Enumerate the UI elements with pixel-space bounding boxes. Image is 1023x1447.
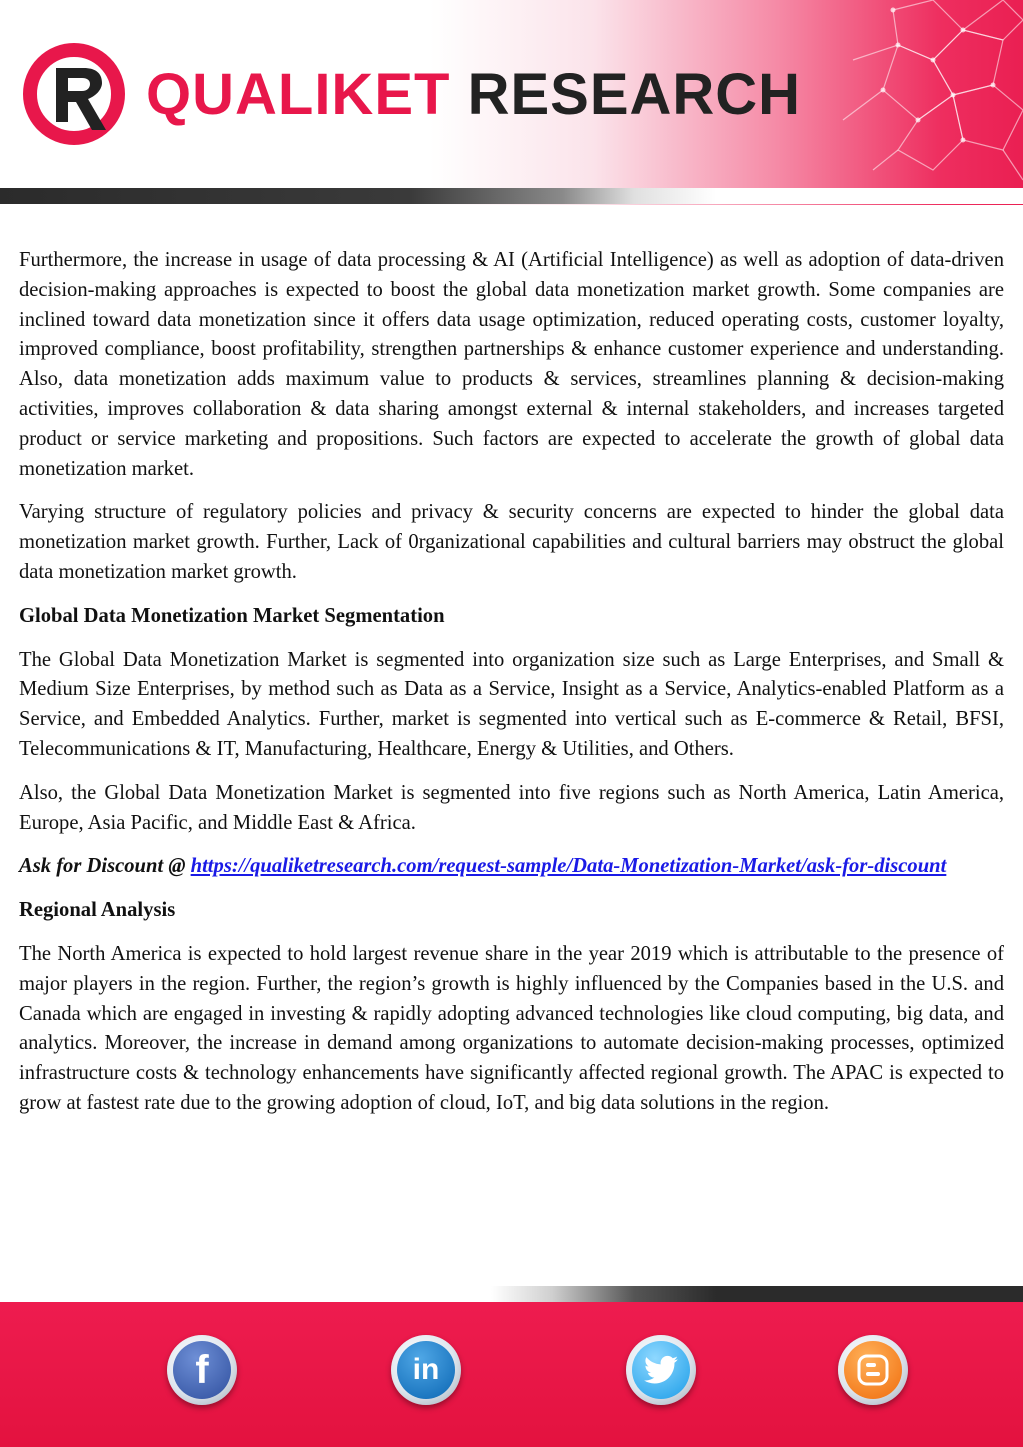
section-heading-segmentation: Global Data Monetization Market Segmentation (19, 604, 445, 627)
paragraph: Varying structure of regulatory policies and privacy & security concerns are expected to hinder the global data monetization market growth. Further, Lack of 0rganizational capabilities and cultural barriers may obstruct the global data monetization market growth. (19, 501, 1004, 583)
twitter-icon (632, 1341, 690, 1399)
paragraph: Also, the Global Data Monetization Market is segmented into five regions such as North America, Latin America, Europe, Asia Pacific, and Middle East & Africa. (19, 781, 1004, 834)
discount-link[interactable]: https://qualiketresearch.com/request-sample/Data-Monetization-Market/ask-for-discount (190, 855, 947, 878)
paragraph: The Global Data Monetization Market is segmented into organization size such as Large Enterprises, and Small & Medium Size Enterprises, by method such as Data as a Service, Insight as a Service, Analytics-enabled Platform as a Service, and Embedded Analytics. Further, market is segmented into vertical such as E-commerce & Retail, BFSI, Telecommunications & IT, Manufacturing, Healthcare, Energy & Utilities, and Others. (19, 648, 1004, 760)
ask-for-discount-line (19, 852, 1004, 882)
facebook-button[interactable] (167, 1335, 237, 1405)
page-header (0, 0, 1023, 205)
linkedin-icon: in (397, 1341, 455, 1399)
twitter-button[interactable] (626, 1335, 696, 1405)
brand-name-part1: QUALIKET (146, 62, 451, 127)
facebook-icon: f (173, 1341, 231, 1399)
paragraph: The North America is expected to hold largest revenue share in the year 2019 which is attributable to the presence of major players in the region. Further, the region’s growth is highly influenced by the Companies based in the U.S. and Canada which are engaged in investing & rapidly adopting advanced technologies like cloud computing, big data, and analytics. Moreover, the increase in demand among organizations to automate decision-making processes, optimized infrastructure costs & technology enhancements have significantly affected regional growth. The APAC is expected to grow at fastest rate due to the growing adoption of cloud, IoT, and big data solutions in the region. (19, 942, 1004, 1114)
document-body (19, 246, 1004, 1133)
header-divider (0, 188, 1023, 204)
footer-divider (0, 1286, 1023, 1302)
qualiket-logo-icon (22, 38, 134, 150)
paragraph: Furthermore, the increase in usage of data processing & AI (Artificial Intelligence) as well as adoption of data-driven decision-making approaches is expected to boost the global data monetization market growth. Some companies are inclined toward data monetization since it offers data usage optimization, reduced operating costs, customer loyalty, improved compliance, boost profitability, strengthen partnerships & enhance customer experience and understanding. Also, data monetization adds maximum value to products & services, streamlines planning & decision-making activities, improves collaboration & data sharing amongst external & internal stakeholders, and increases targeted product or service marketing and propositions. Such factors are expected to accelerate the growth of global data monetization market. (19, 249, 1004, 480)
linkedin-button[interactable] (391, 1335, 461, 1405)
blogger-button[interactable] (838, 1335, 908, 1405)
brand-name-part2: RESEARCH (467, 62, 802, 127)
blogger-icon (844, 1341, 902, 1399)
section-heading-regional: Regional Analysis (19, 899, 176, 922)
brand-name (146, 60, 801, 130)
ask-label: Ask for Discount @ (19, 855, 191, 878)
